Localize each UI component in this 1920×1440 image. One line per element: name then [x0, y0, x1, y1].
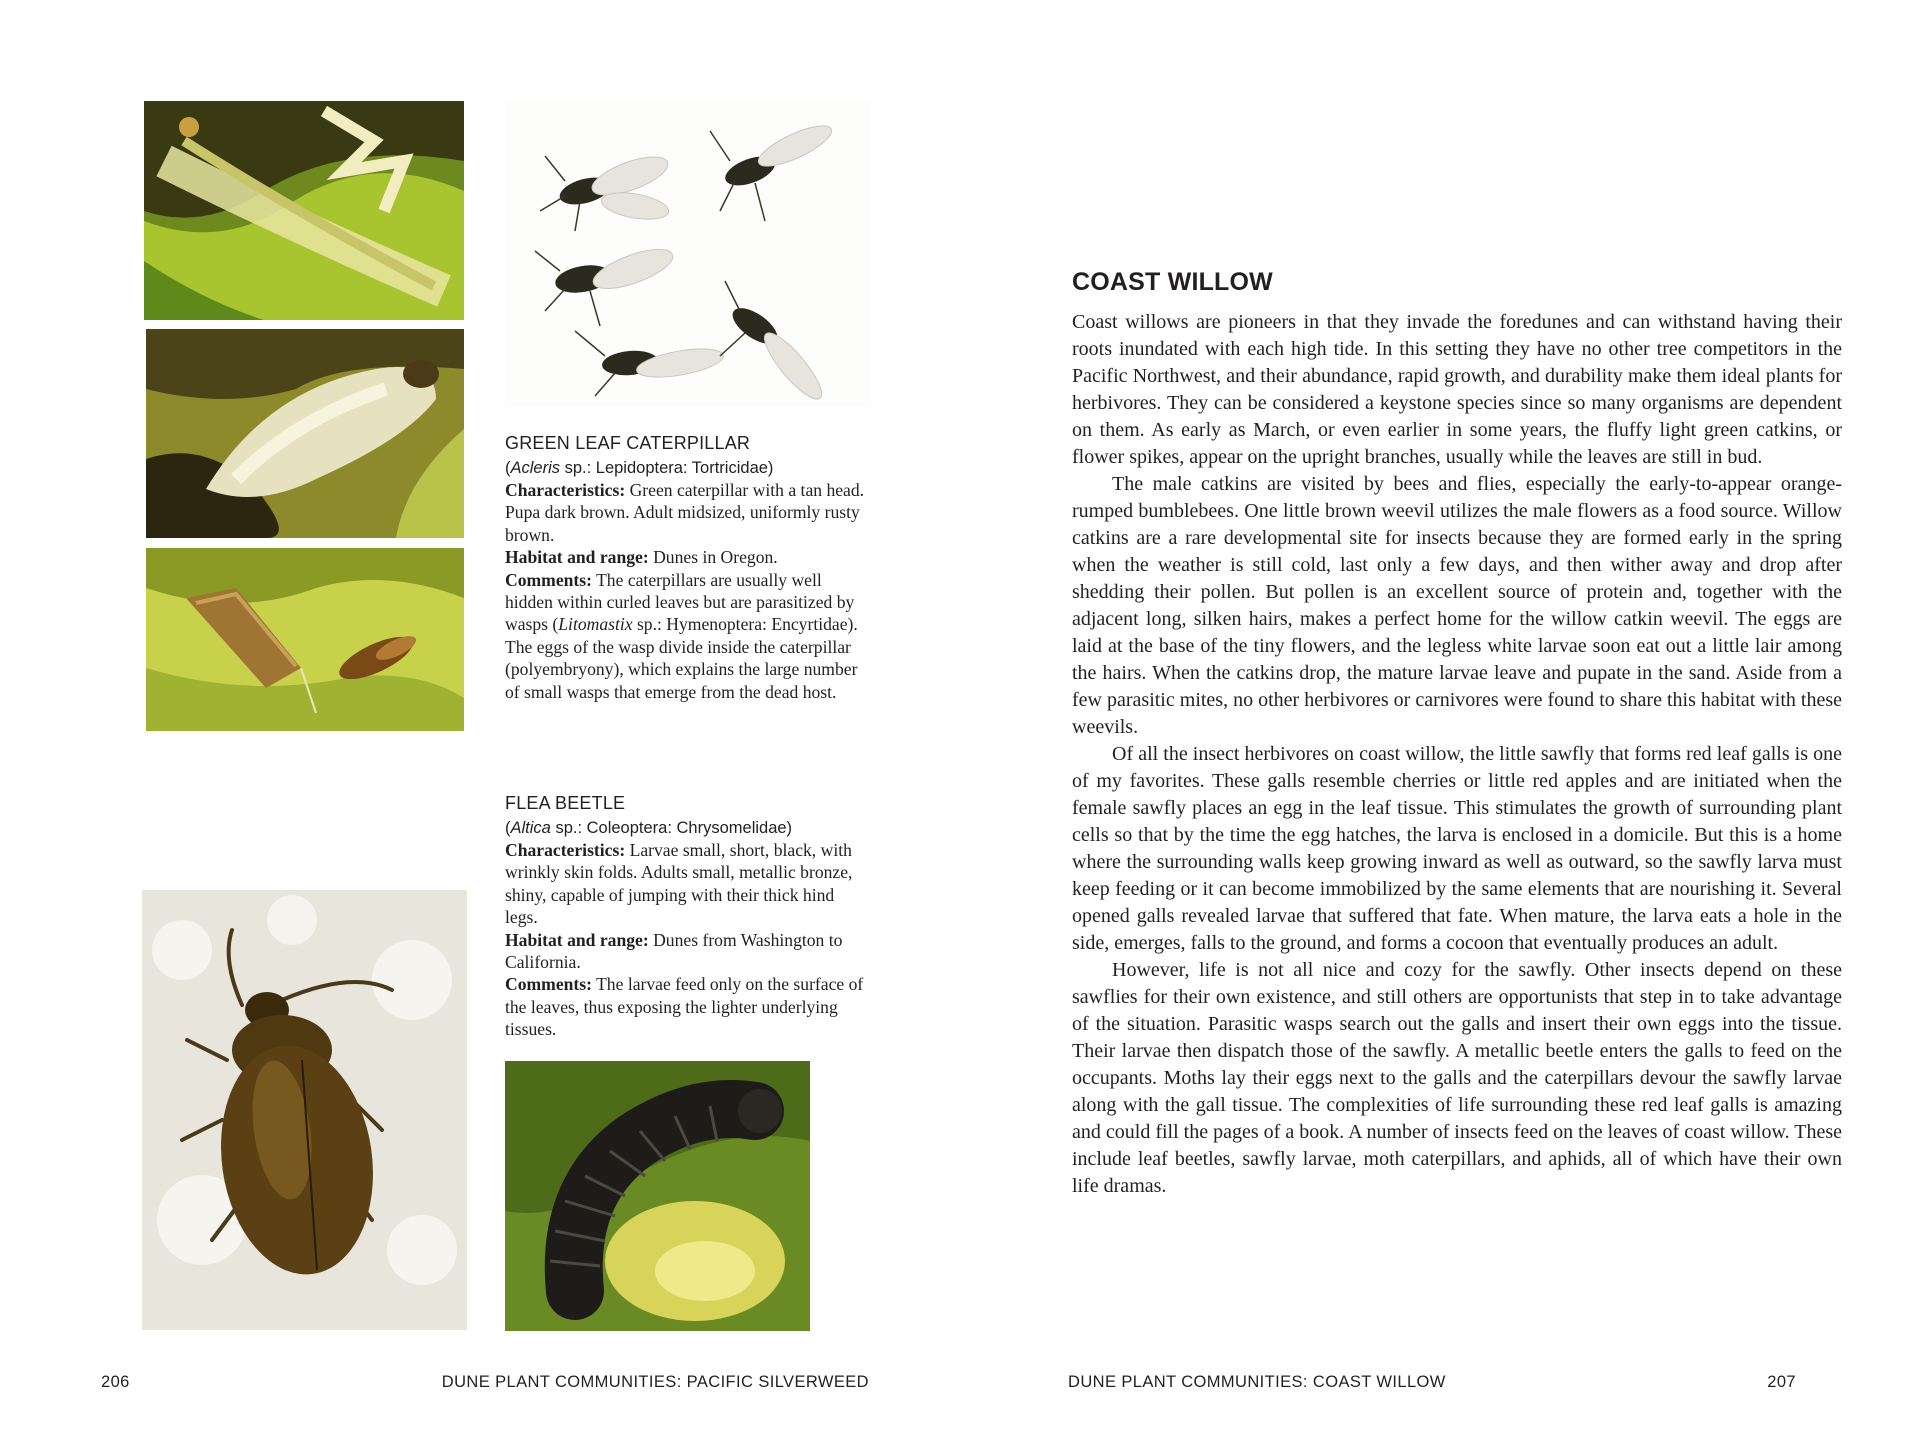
- running-head-right: DUNE PLANT COMMUNITIES: COAST WILLOW: [1068, 1373, 1446, 1391]
- article-paragraph: Coast willows are pioneers in that they invade the foredunes and can withstand having their roots inundated with each high tide. In this setting they have no other tree competitors in the Pacific Northwest, and their abundance, rapid growth, and durability make them ideal plants for herbivores. They can be considered a keystone species since so many organisms are dependent on them. As early as March, or even earlier in some years, the fluffy light green catkins, or flower spikes, appear on the upright branches, usually while the leaves are still in bud.: [1072, 311, 1842, 468]
- photo-pupa: [146, 329, 464, 538]
- comments-text: Comments: The caterpillars are usually well hidden within curled leaves but are parasitized by wasps (Litomastix sp.: Hymenoptera: Encyrtidae). The eggs of the wasp divide inside the caterpillar (polyembryony), which explains the large number of small wasps that emerge from the dead host.: [505, 569, 858, 702]
- species-title: GREEN LEAF CATERPILLAR: [505, 433, 751, 453]
- comments-text: Comments: The larvae feed only on the surface of the leaves, thus exposing the lighter underlying tissues.: [505, 974, 864, 1040]
- photo-caterpillar-in-leaf: [144, 101, 464, 320]
- species-title: FLEA BEETLE: [505, 793, 626, 813]
- species-entry-flea-beetle: [505, 791, 867, 1041]
- photo-flea-beetle-larva: [505, 1061, 810, 1331]
- habitat-text: Habitat and range: Dunes in Oregon.: [505, 547, 778, 568]
- page-number-left: 206: [101, 1373, 130, 1391]
- species-entry-green-leaf-caterpillar: [505, 431, 867, 703]
- photo-adult-moth-on-leaf: [146, 548, 464, 731]
- genus-name: Acleris: [510, 459, 561, 477]
- habitat-text: Habitat and range: Dunes from Washington to California.: [505, 929, 843, 973]
- article-paragraph: Of all the insect herbivores on coast willow, the little sawfly that forms red leaf galls is one of my favorites. These galls resemble cherries or little red apples and are initiated when the female sawfly places an egg in the leaf tissue. This stimulates the growth of surrounding plant cells so that by the time the egg hatches, the larva is enclosed in a domicile. But this is a home where the surrounding walls keep growing inward as well as outward, so the sawfly larva must keep feeding or it can become immobilized by the same elements that are nourishing it. Several opened galls revealed larvae that suffered that fate. When mature, the larva eats a hole in the side, emerges, falls to the ground, and forms a cocoon that eventually produces an adult.: [1072, 743, 1842, 954]
- characteristics-text: Characteristics: Green caterpillar with a tan head. Pupa dark brown. Adult midsized, uniformly rusty brown.: [505, 480, 865, 545]
- species-taxonomy: (Acleris sp.: Lepidoptera: Tortricidae): [505, 459, 774, 477]
- photo-parasitic-wasps: [505, 101, 870, 406]
- article-title: COAST WILLOW: [1072, 268, 1273, 296]
- genus-name: Altica: [510, 819, 551, 837]
- right-page: [960, 0, 1920, 1440]
- running-head-left: DUNE PLANT COMMUNITIES: PACIFIC SILVERWEED: [441, 1373, 869, 1391]
- characteristics-text: Characteristics: Larvae small, short, black, with wrinkly skin folds. Adults small, metallic bronze, shiny, capable of jumping with their thick hind legs.: [505, 840, 853, 928]
- species-taxonomy: (Altica sp.: Coleoptera: Chrysomelidae): [505, 819, 793, 837]
- photo-flea-beetle-adult: [142, 890, 467, 1330]
- page-number-right: 207: [1767, 1373, 1796, 1391]
- article-body: [1072, 309, 1842, 1200]
- article-paragraph: However, life is not all nice and cozy for the sawfly. Other insects depend on these sawflies for their own existence, and still others are opportunists that step in to take advantage of the situation. Parasitic wasps search out the galls and insert their own eggs into the tissue. Their larvae then dispatch those of the sawfly. A metallic beetle enters the galls to feed on the occupants. Moths lay their eggs next to the galls and the caterpillars devour the sawfly larvae along with the gall tissue. The complexities of life surrounding these red leaf galls is amazing and could fill the pages of a book. A number of insects feed on the leaves of coast willow. These include leaf beetles, sawfly larvae, moth caterpillars, and aphids, all of which have their own life dramas.: [1072, 959, 1842, 1197]
- article-paragraph: The male catkins are visited by bees and flies, especially the early-to-appear orange-rumped bumblebees. One little brown weevil utilizes the male flowers as a food source. Willow catkins are a rare developmental site for insects because they are formed early in the spring when the weather is still cold, last only a few days, and then wither away and drop after shedding their pollen. But pollen is an excellent source of protein and, together with the adjacent long, silken hairs, makes a perfect home for the willow catkin weevil. The eggs are laid at the base of the tiny flowers, and the legless white larvae soon eat out a little lair among the hairs. When the catkins drop, the mature larvae leave and pupate in the sand. Aside from a few parasitic mites, no other herbivores or carnivores were found to share this habitat with these weevils.: [1072, 473, 1842, 738]
